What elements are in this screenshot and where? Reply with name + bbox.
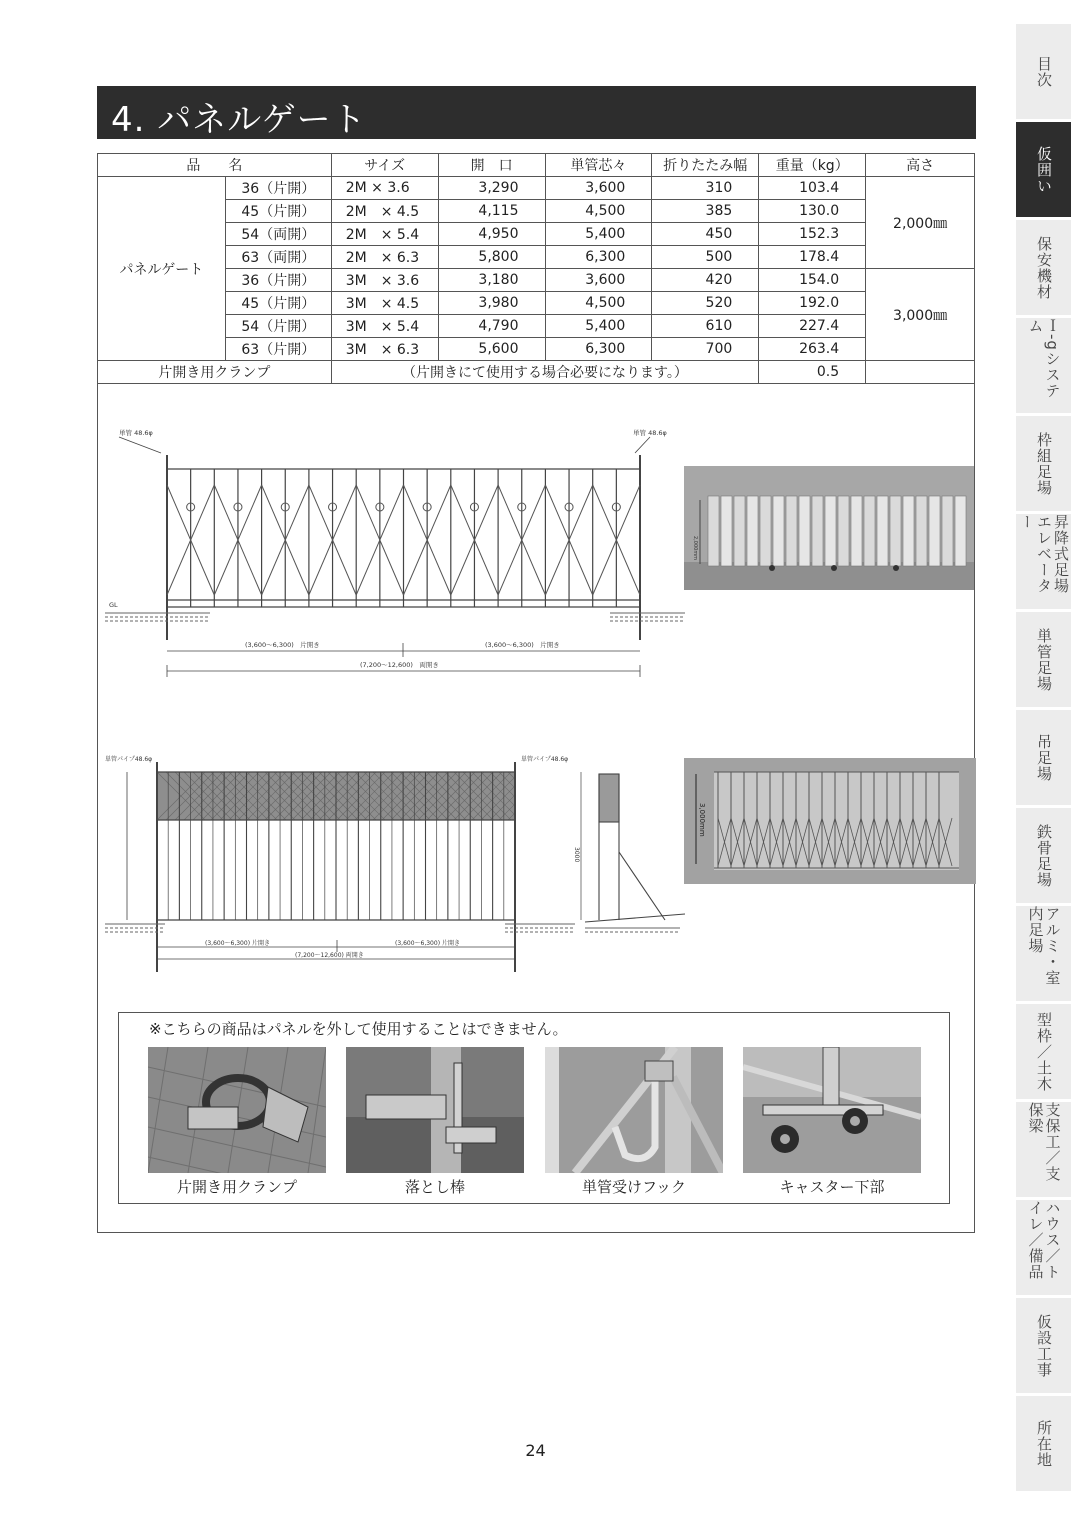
side-tab-1[interactable] — [1016, 24, 1071, 119]
table-row — [98, 177, 975, 200]
cell-pitch: 4,500 — [545, 200, 652, 223]
clamp-row — [98, 361, 975, 384]
cell-opening: 3,980 — [438, 292, 545, 315]
header-size: サイズ — [331, 154, 438, 177]
gate-3m-side-height: 3000 — [573, 847, 580, 863]
side-navigation — [1016, 24, 1071, 1494]
header-weight: 重量（kg） — [759, 154, 866, 177]
cell-opening: 4,115 — [438, 200, 545, 223]
cell-fold: 310 — [652, 177, 759, 200]
gate-3m-photo-height: 3,000mm — [698, 803, 706, 837]
side-tab-7[interactable] — [1016, 612, 1071, 707]
cell-weight: 103.4 — [759, 177, 866, 200]
cell-size: 2M × 3.6 — [331, 177, 438, 200]
cell-size: 2M × 5.4 — [331, 223, 438, 246]
part-caster — [743, 1047, 921, 1197]
cell-pitch: 3,600 — [545, 269, 652, 292]
side-tab-2[interactable] — [1016, 122, 1071, 217]
gate-2m-dim-left: (3,600〜6,300) 片開き — [245, 641, 320, 649]
clamp-weight: 0.5 — [759, 361, 866, 384]
cell-model: 45（片開） — [225, 292, 331, 315]
cell-fold: 610 — [652, 315, 759, 338]
side-tab-label: 昇降式足場 エレベーター — [1018, 514, 1070, 594]
header-height: 高さ — [866, 154, 975, 177]
cell-opening: 4,950 — [438, 223, 545, 246]
part-clamp-photo — [148, 1047, 326, 1173]
table-row — [98, 315, 975, 338]
page-number: 24 — [525, 1441, 546, 1460]
group-name: パネルゲート — [98, 177, 226, 361]
side-tab-label: 所在地 — [1035, 1419, 1053, 1468]
table-row — [98, 246, 975, 269]
part-caster-photo — [743, 1047, 921, 1173]
side-tab-label: Ｉ-gシステム — [1026, 318, 1062, 399]
gate-3m-photo — [684, 758, 976, 884]
side-tab-9[interactable] — [1016, 808, 1071, 903]
cell-weight: 227.4 — [759, 315, 866, 338]
side-tab-label: アルミ・室内足場 — [1026, 906, 1062, 986]
cell-size: 2M × 6.3 — [331, 246, 438, 269]
cell-fold: 520 — [652, 292, 759, 315]
cell-model: 54（両開） — [225, 223, 331, 246]
table-row — [98, 200, 975, 223]
side-tab-15[interactable] — [1016, 1396, 1071, 1491]
table-row — [98, 223, 975, 246]
side-tab-5[interactable] — [1016, 416, 1071, 511]
part-pipe-hook — [545, 1047, 723, 1197]
parts-box — [118, 1012, 950, 1204]
gate-3m-drawing — [105, 752, 685, 977]
side-tab-label: 型枠／土木 — [1035, 1011, 1053, 1092]
cell-pitch: 4,500 — [545, 292, 652, 315]
cell-opening: 3,180 — [438, 269, 545, 292]
side-tab-8[interactable] — [1016, 710, 1071, 805]
cell-pitch: 6,300 — [545, 338, 652, 361]
side-tab-6[interactable] — [1016, 514, 1071, 609]
table-row — [98, 338, 975, 361]
cell-pitch: 6,300 — [545, 246, 652, 269]
side-tab-label: ハウス／トイレ／備品 — [1026, 1200, 1062, 1280]
side-tab-12[interactable] — [1016, 1102, 1071, 1197]
cell-size: 3M × 6.3 — [331, 338, 438, 361]
cell-height-3m: 3,000㎜ — [866, 269, 975, 361]
side-tab-label: 保安機材 — [1035, 235, 1053, 300]
side-tab-label: 単管足場 — [1035, 627, 1053, 692]
part-clamp — [148, 1047, 326, 1197]
gate-2m-dim-right: (3,600〜6,300) 片開き — [485, 641, 560, 649]
cell-model: 63（両開） — [225, 246, 331, 269]
cell-weight: 263.4 — [759, 338, 866, 361]
cell-weight: 130.0 — [759, 200, 866, 223]
cell-weight: 152.3 — [759, 223, 866, 246]
cell-fold: 450 — [652, 223, 759, 246]
side-tab-label: 支保工／支保梁 — [1026, 1102, 1062, 1182]
header-opening: 開 口 — [438, 154, 545, 177]
table-header-row — [98, 154, 975, 177]
part-pipe-hook-photo — [545, 1047, 723, 1173]
part-caster-caption: キャスター下部 — [779, 1178, 885, 1196]
spec-table — [97, 153, 975, 384]
clamp-height-empty — [866, 361, 975, 384]
cell-model: 54（片開） — [225, 315, 331, 338]
part-pipe-hook-caption: 単管受けフック — [582, 1178, 686, 1196]
cell-model: 36（片開） — [225, 177, 331, 200]
clamp-note: （片開きにて使用する場合必要になります。） — [331, 361, 759, 384]
side-tab-4[interactable] — [1016, 318, 1071, 413]
gate-2m-pipe-label-left: 単管 48.6φ — [119, 429, 153, 437]
cell-model: 45（片開） — [225, 200, 331, 223]
header-fold: 折りたたみ幅 — [652, 154, 759, 177]
gate-3m-dim-left: (3,600〜6,300) 片開き — [205, 940, 270, 947]
page-title: 4. パネルゲート — [111, 100, 367, 140]
side-tab-label: 鉄骨足場 — [1035, 823, 1053, 888]
side-tab-label: 仮囲い — [1035, 145, 1053, 194]
cell-opening: 4,790 — [438, 315, 545, 338]
gate-2m-photo-height: 2,000mm — [692, 536, 698, 561]
cell-model: 36（片開） — [225, 269, 331, 292]
side-tab-label: 仮設工事 — [1035, 1313, 1053, 1378]
cell-size: 3M × 5.4 — [331, 315, 438, 338]
cell-fold: 385 — [652, 200, 759, 223]
part-clamp-caption: 片開き用クランプ — [176, 1178, 297, 1196]
cell-opening: 5,600 — [438, 338, 545, 361]
cell-size: 3M × 4.5 — [331, 292, 438, 315]
gate-2m-pipe-label-right: 単管 48.6φ — [633, 429, 667, 437]
cell-pitch: 3,600 — [545, 177, 652, 200]
header-pitch: 単管芯々 — [545, 154, 652, 177]
clamp-name: 片開き用クランプ — [98, 361, 332, 384]
page-title-bar — [97, 86, 976, 139]
cell-weight: 178.4 — [759, 246, 866, 269]
cell-size: 2M × 4.5 — [331, 200, 438, 223]
side-tab-11[interactable] — [1016, 1004, 1071, 1099]
gate-3m-pipe-label-right: 単管パイプ48.6φ — [521, 756, 569, 763]
part-drop-rod-caption: 落とし棒 — [404, 1178, 465, 1196]
cell-size: 3M × 3.6 — [331, 269, 438, 292]
side-tab-13[interactable] — [1016, 1200, 1071, 1295]
cell-model: 63（片開） — [225, 338, 331, 361]
table-row — [98, 269, 975, 292]
cell-pitch: 5,400 — [545, 315, 652, 338]
cell-height-2m: 2,000㎜ — [866, 177, 975, 269]
cell-fold: 700 — [652, 338, 759, 361]
part-drop-rod — [346, 1047, 524, 1197]
cell-pitch: 5,400 — [545, 223, 652, 246]
gate-2m-photo — [684, 466, 974, 590]
cell-opening: 3,290 — [438, 177, 545, 200]
side-tab-10[interactable] — [1016, 906, 1071, 1001]
gate-3m-dim-right: (3,600〜6,300) 片開き — [395, 940, 460, 947]
gate-2m-dim-total: (7,200〜12,600) 両開き — [360, 661, 439, 669]
side-tab-14[interactable] — [1016, 1298, 1071, 1393]
cell-opening: 5,800 — [438, 246, 545, 269]
header-name: 品 名 — [98, 154, 332, 177]
gate-2m-gl-label: GL — [109, 601, 118, 609]
side-tab-label: 目次 — [1035, 55, 1053, 88]
gate-3m-pipe-label-left: 単管パイプ48.6φ — [105, 756, 153, 763]
side-tab-label: 吊足場 — [1035, 733, 1053, 782]
cell-fold: 500 — [652, 246, 759, 269]
cell-weight: 192.0 — [759, 292, 866, 315]
gate-2m-drawing — [105, 425, 685, 690]
part-drop-rod-photo — [346, 1047, 524, 1173]
cell-weight: 154.0 — [759, 269, 866, 292]
table-row — [98, 292, 975, 315]
side-tab-3[interactable] — [1016, 220, 1071, 315]
cell-fold: 420 — [652, 269, 759, 292]
gate-3m-dim-total: (7,200〜12,600) 両開き — [295, 952, 364, 959]
parts-note: ※こちらの商品はパネルを外して使用することはできません。 — [149, 1020, 568, 1038]
side-tab-label: 枠組足場 — [1035, 431, 1053, 496]
